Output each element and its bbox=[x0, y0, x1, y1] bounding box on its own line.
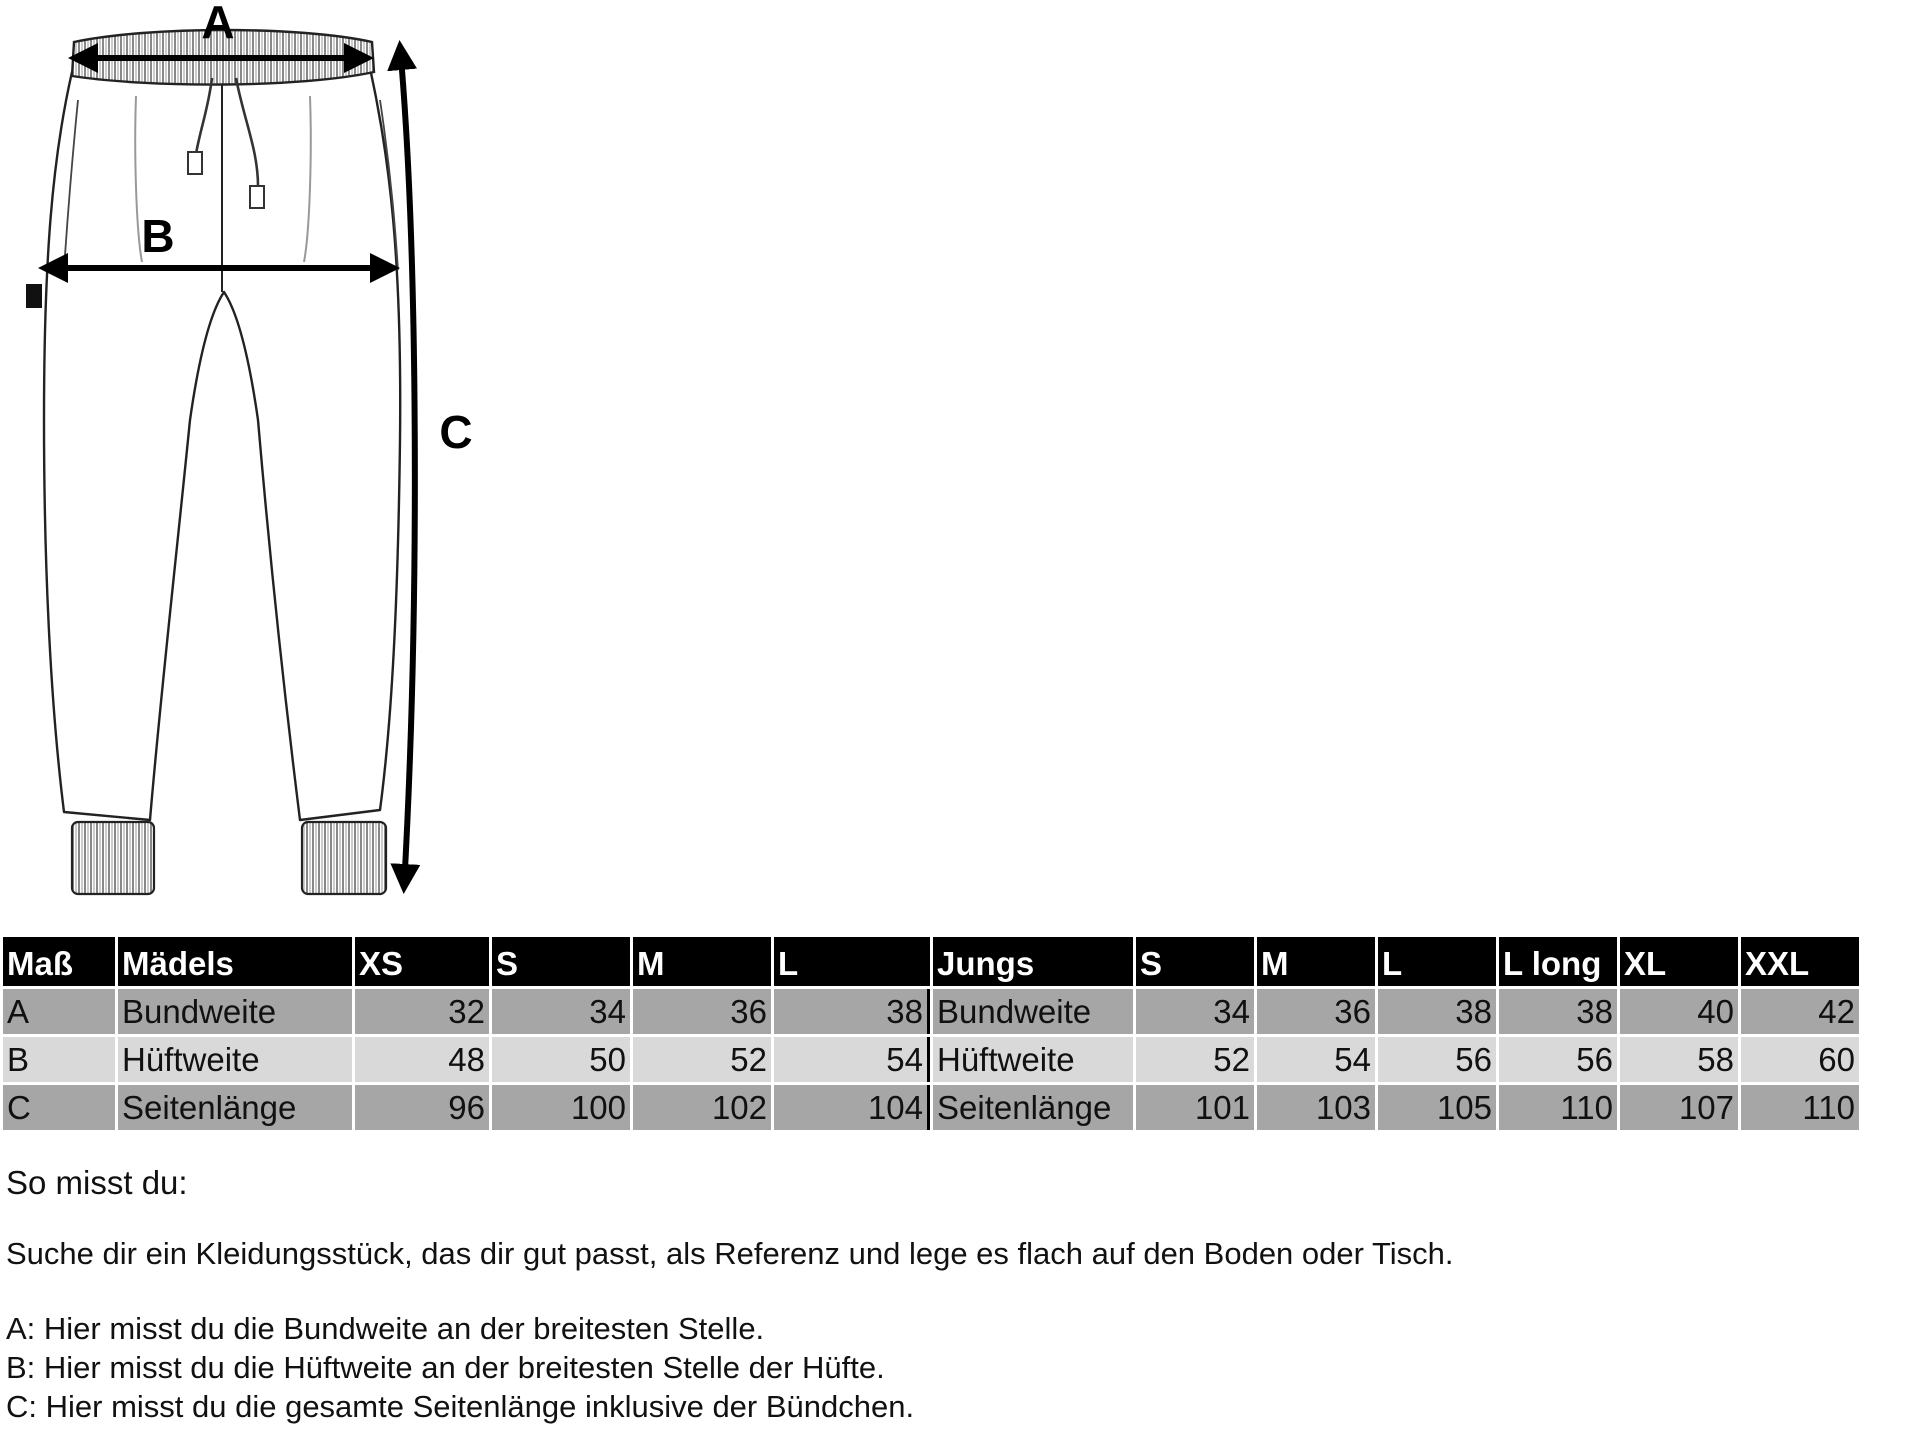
table-header-row bbox=[3, 937, 1859, 986]
right-cuff bbox=[302, 822, 386, 894]
table-row bbox=[3, 1085, 1859, 1130]
instructions-heading: So misst du: bbox=[6, 1164, 188, 1201]
header-girls-size: M bbox=[633, 937, 771, 986]
cell: 54 bbox=[1257, 1037, 1375, 1082]
table-row bbox=[3, 989, 1859, 1034]
header-boys-size: L bbox=[1378, 937, 1496, 986]
header-girls-size: S bbox=[492, 937, 630, 986]
measure-item-a: A: Hier misst du die Bundweite an der breitesten Stelle. bbox=[6, 1311, 765, 1346]
cell: 56 bbox=[1499, 1037, 1617, 1082]
row-name: Hüftweite bbox=[118, 1037, 352, 1082]
cell: 102 bbox=[633, 1085, 771, 1130]
size-table bbox=[0, 934, 1862, 1133]
cell: 42 bbox=[1741, 989, 1859, 1034]
row-key: B bbox=[3, 1037, 115, 1082]
cell: 107 bbox=[1620, 1085, 1738, 1130]
header-boys-size: L long bbox=[1499, 937, 1617, 986]
header-boys-size: M bbox=[1257, 937, 1375, 986]
cell: 100 bbox=[492, 1085, 630, 1130]
cell: 38 bbox=[774, 989, 930, 1034]
cell: 105 bbox=[1378, 1085, 1496, 1130]
cell: 101 bbox=[1136, 1085, 1254, 1130]
row-boys-name: Hüftweite bbox=[933, 1037, 1133, 1082]
cell: 50 bbox=[492, 1037, 630, 1082]
arrow-c bbox=[400, 46, 415, 888]
row-boys-name: Bundweite bbox=[933, 989, 1133, 1034]
measure-item-b: B: Hier misst du die Hüftweite an der breitesten Stelle der Hüfte. bbox=[6, 1349, 885, 1385]
cell: 52 bbox=[1136, 1037, 1254, 1082]
cell: 110 bbox=[1741, 1085, 1859, 1130]
cell: 96 bbox=[355, 1085, 489, 1130]
row-key: C bbox=[3, 1085, 115, 1130]
cell: 38 bbox=[1499, 989, 1617, 1034]
cell: 34 bbox=[492, 989, 630, 1034]
header-boys-size: XXL bbox=[1741, 937, 1859, 986]
drawstring-left-tip bbox=[188, 152, 202, 174]
table-row bbox=[3, 1037, 1859, 1082]
header-boys: Jungs bbox=[933, 937, 1133, 986]
header-boys-size: XL bbox=[1620, 937, 1738, 986]
header-boys-size: S bbox=[1136, 937, 1254, 986]
cell: 54 bbox=[774, 1037, 930, 1082]
cell: 110 bbox=[1499, 1085, 1617, 1130]
cell: 40 bbox=[1620, 989, 1738, 1034]
drawstring-right-tip bbox=[250, 186, 264, 208]
measuring-instructions bbox=[6, 1162, 1454, 1426]
measure-item-c: C: Hier misst du die gesamte Seitenlänge inklusive der Bündchen. bbox=[6, 1388, 915, 1424]
header-measure: Maß bbox=[3, 937, 115, 986]
label-tag bbox=[26, 284, 42, 308]
cell: 104 bbox=[774, 1085, 930, 1130]
cell: 36 bbox=[633, 989, 771, 1034]
label-a: A bbox=[201, 0, 235, 48]
row-boys-name: Seitenlänge bbox=[933, 1085, 1133, 1130]
header-girls: Mädels bbox=[118, 937, 352, 986]
left-cuff bbox=[72, 822, 154, 894]
cell: 38 bbox=[1378, 989, 1496, 1034]
cell: 48 bbox=[355, 1037, 489, 1082]
pants-measurement-diagram bbox=[0, 0, 500, 920]
header-girls-size: L bbox=[774, 937, 930, 986]
label-c: C bbox=[439, 406, 473, 458]
cell: 58 bbox=[1620, 1037, 1738, 1082]
measure-list bbox=[6, 1310, 1454, 1426]
header-girls-size: XS bbox=[355, 937, 489, 986]
label-b: B bbox=[141, 210, 175, 262]
cell: 60 bbox=[1741, 1037, 1859, 1082]
row-name: Bundweite bbox=[118, 989, 352, 1034]
cell: 56 bbox=[1378, 1037, 1496, 1082]
cell: 103 bbox=[1257, 1085, 1375, 1130]
cell: 34 bbox=[1136, 989, 1254, 1034]
row-key: A bbox=[3, 989, 115, 1034]
cell: 36 bbox=[1257, 989, 1375, 1034]
instructions-intro: Suche dir ein Kleidungsstück, das dir gut passt, als Referenz und lege es flach auf den Boden oder Tisch. bbox=[6, 1236, 1454, 1272]
cell: 32 bbox=[355, 989, 489, 1034]
row-name: Seitenlänge bbox=[118, 1085, 352, 1130]
cell: 52 bbox=[633, 1037, 771, 1082]
